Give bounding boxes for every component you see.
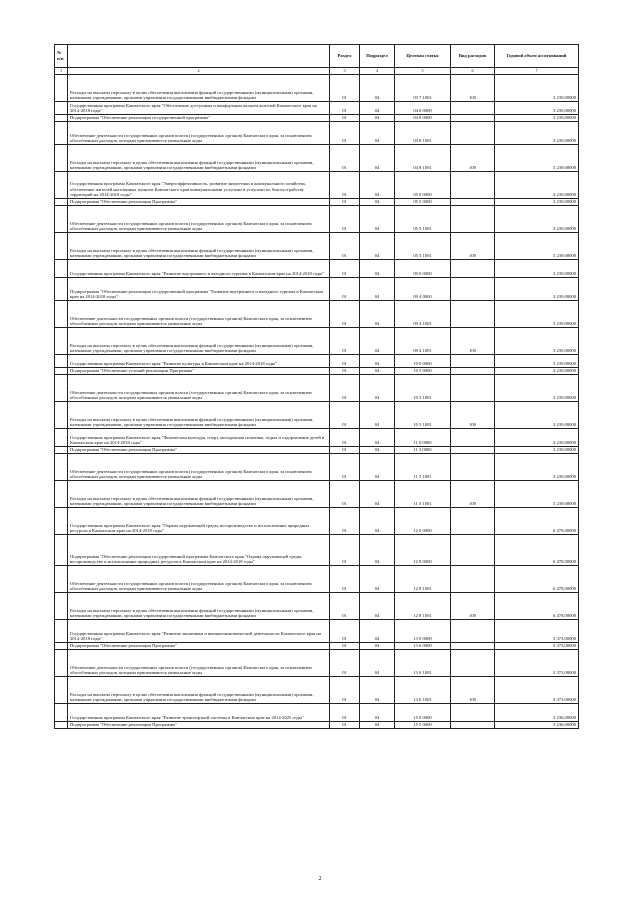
cell-razdel: 01 [330, 481, 360, 508]
cell-number [55, 704, 68, 722]
table-row [55, 508, 579, 535]
header-number: № п/п [55, 45, 68, 68]
cell-razdel: 01 [330, 172, 360, 199]
cell-name: Обеспечение деятельности государственных органов власти (государственных органов) Камчатского края, за исключением обособленных расходов, которым присваиваются уникальные коды [68, 122, 330, 145]
page-number: 2 [318, 876, 322, 882]
cell-amount: 6 478,00000 [495, 535, 579, 566]
column-numbers-row [55, 68, 579, 75]
cell-podrazdel: 04 [360, 172, 395, 199]
cell-number [55, 535, 68, 566]
table-row [55, 447, 579, 454]
cell-podrazdel: 04 [360, 102, 395, 115]
cell-podrazdel: 04 [360, 447, 395, 454]
table-row [55, 233, 579, 260]
table-row [55, 643, 579, 650]
cell-vid [451, 643, 495, 650]
table-row [55, 677, 579, 704]
cell-amount: 3 239,00000 [495, 122, 579, 145]
header-razdel: Раздел [330, 45, 360, 68]
table-row [55, 722, 579, 729]
budget-table [54, 44, 579, 729]
cell-razdel: 01 [330, 704, 360, 722]
column-number: 4 [360, 68, 395, 75]
cell-number [55, 650, 68, 677]
cell-razdel: 01 [330, 535, 360, 566]
cell-vid [451, 454, 495, 481]
cell-name: Расходы на выплаты персоналу в целях обеспечения выполнения функций государственными (муниципальными) органами, казенными учреждениями, органами управления государственными внебюджетными фондами [68, 328, 330, 355]
cell-amount: 3 236,00000 [495, 722, 579, 729]
cell-statya: 13 6 1001 [395, 650, 451, 677]
cell-number [55, 122, 68, 145]
cell-statya: 11 3 0000 [395, 447, 451, 454]
cell-name: Обеспечение деятельности государственных органов власти (государственных органов) Камчатского края, за исключением обособленных расходов, которым присваиваются уникальные коды [68, 566, 330, 593]
cell-number [55, 172, 68, 199]
cell-statya: 13 6 1001 [395, 677, 451, 704]
cell-podrazdel: 04 [360, 722, 395, 729]
cell-vid: 100 [451, 677, 495, 704]
cell-vid [451, 206, 495, 233]
cell-name: Обеспечение деятельности государственных органов власти (государственных органов) Камчатского края, за исключением обособленных расходов, которым присваиваются уникальные коды [68, 454, 330, 481]
cell-name: Подпрограмма "Обеспечение реализации государственной программы" [68, 115, 330, 122]
cell-statya: 05 5 1001 [395, 233, 451, 260]
cell-name: Государственная программа Камчатского края "Обеспечение доступным и комфортным жильем жителей Камчатского края на 2014-2018 годы" [68, 102, 330, 115]
column-number: 6 [451, 68, 495, 75]
header-row [55, 45, 579, 68]
cell-podrazdel: 04 [360, 402, 395, 429]
cell-number [55, 722, 68, 729]
cell-podrazdel: 04 [360, 535, 395, 566]
cell-podrazdel: 04 [360, 301, 395, 328]
cell-number [55, 447, 68, 454]
cell-statya: 12 0 0000 [395, 508, 451, 535]
cell-amount: 6 478,00000 [495, 508, 579, 535]
cell-podrazdel: 04 [360, 328, 395, 355]
cell-number [55, 102, 68, 115]
cell-podrazdel: 04 [360, 355, 395, 368]
column-number: 3 [330, 68, 360, 75]
cell-vid: 100 [451, 402, 495, 429]
cell-amount: 3 239,00000 [495, 402, 579, 429]
cell-vid [451, 115, 495, 122]
cell-razdel: 01 [330, 677, 360, 704]
cell-razdel: 01 [330, 199, 360, 206]
cell-amount: 3 239,00000 [495, 260, 579, 278]
cell-statya: 05 5 0000 [395, 199, 451, 206]
cell-statya: 12 8 0000 [395, 535, 451, 566]
table-row [55, 368, 579, 375]
cell-razdel: 01 [330, 260, 360, 278]
cell-vid [451, 278, 495, 301]
cell-statya: 10 0 0000 [395, 355, 451, 368]
cell-podrazdel: 04 [360, 122, 395, 145]
cell-statya: 04 0 0000 [395, 102, 451, 115]
table-body [55, 75, 579, 729]
table-row [55, 102, 579, 115]
cell-name: Обеспечение деятельности государственных органов власти (государственных органов) Камчатского края, за исключением обособленных расходов, которым присваиваются уникальные коды [68, 375, 330, 402]
cell-vid [451, 704, 495, 722]
cell-podrazdel: 04 [360, 650, 395, 677]
header-statya: Целевая статья [395, 45, 451, 68]
table-row [55, 593, 579, 620]
cell-number [55, 375, 68, 402]
cell-amount: 3 239,00000 [495, 328, 579, 355]
cell-name: Государственная программа Камчатского края "Энергоэффективность, развитие энергетики и коммунального хозяйства, обеспечение жителей населенных пунктов Камчатского края коммунальными услугами и услугами по благоустройству территорий на 2014-2018 годы" [68, 172, 330, 199]
cell-name: Государственная программа Камчатского края "Физическая культура, спорт, молодежная политика, отдых и оздоровление детей в Камчатском крае на 2014-2018 годы" [68, 429, 330, 447]
cell-number [55, 206, 68, 233]
cell-amount: 3 239,00000 [495, 199, 579, 206]
cell-statya: 09 0 0000 [395, 260, 451, 278]
cell-podrazdel: 04 [360, 454, 395, 481]
cell-vid: 100 [451, 593, 495, 620]
cell-podrazdel: 04 [360, 260, 395, 278]
cell-number [55, 677, 68, 704]
cell-statya: 10 5 1001 [395, 402, 451, 429]
cell-razdel: 01 [330, 233, 360, 260]
cell-razdel: 01 [330, 115, 360, 122]
cell-name: Подпрограмма "Обеспечение условий реализации Программы" [68, 368, 330, 375]
cell-name: Обеспечение деятельности государственных органов власти (государственных органов) Камчатского края, за исключением обособленных расходов, которым присваиваются уникальные коды [68, 206, 330, 233]
cell-number [55, 454, 68, 481]
cell-razdel: 01 [330, 566, 360, 593]
column-number: 5 [395, 68, 451, 75]
cell-amount: 3 239,00000 [495, 172, 579, 199]
cell-amount: 3 239,00000 [495, 368, 579, 375]
cell-razdel: 01 [330, 122, 360, 145]
header-name [68, 45, 330, 68]
cell-number [55, 566, 68, 593]
cell-statya: 05 0 0000 [395, 172, 451, 199]
cell-podrazdel: 04 [360, 620, 395, 643]
cell-number [55, 199, 68, 206]
cell-statya: 10 5 1001 [395, 375, 451, 402]
cell-amount: 3 239,00000 [495, 145, 579, 172]
table-row [55, 566, 579, 593]
cell-vid: 100 [451, 75, 495, 102]
table-row [55, 535, 579, 566]
cell-statya: 12 8 1001 [395, 566, 451, 593]
header-amount: Годовой объем ассигнований [495, 45, 579, 68]
table-row [55, 620, 579, 643]
cell-vid [451, 722, 495, 729]
cell-number [55, 620, 68, 643]
cell-razdel: 01 [330, 454, 360, 481]
cell-number [55, 508, 68, 535]
cell-name: Подпрограмма "Обеспечение реализации государственной программы Камчатского края "Охрана окружающей среды, воспроизводство и использование природных ресурсов в Камчатском крае на 2014-2018 годы" [68, 535, 330, 566]
cell-vid [451, 301, 495, 328]
cell-amount: 3 239,00000 [495, 375, 579, 402]
cell-number [55, 429, 68, 447]
cell-statya: 04 8 0000 [395, 115, 451, 122]
cell-statya: 05 5 1001 [395, 206, 451, 233]
table-row [55, 355, 579, 368]
cell-name: Обеспечение деятельности государственных органов власти (государственных органов) Камчатского края, за исключением обособленных расходов, которым присваиваются уникальные коды [68, 301, 330, 328]
cell-podrazdel: 04 [360, 233, 395, 260]
cell-razdel: 01 [330, 722, 360, 729]
table-row [55, 429, 579, 447]
cell-razdel: 01 [330, 368, 360, 375]
cell-number [55, 355, 68, 368]
budget-table-sheet [54, 44, 578, 729]
cell-number [55, 75, 68, 102]
table-row [55, 375, 579, 402]
cell-name: Расходы на выплаты персоналу в целях обеспечения выполнения функций государственными (муниципальными) органами, казенными учреждениями, органами управления государственными внебюджетными фондами [68, 233, 330, 260]
cell-name: Расходы на выплаты персоналу в целях обеспечения выполнения функций государственными (муниципальными) органами, казенными учреждениями, органами управления государственными внебюджетными фондами [68, 481, 330, 508]
cell-statya: 11 3 1001 [395, 481, 451, 508]
cell-vid [451, 368, 495, 375]
cell-vid [451, 429, 495, 447]
cell-podrazdel: 04 [360, 566, 395, 593]
table-row [55, 75, 579, 102]
cell-vid [451, 508, 495, 535]
cell-number [55, 278, 68, 301]
cell-razdel: 01 [330, 355, 360, 368]
cell-name: Государственная программа Камчатского края "Развитие экономики и внешнеэкономической деятельности Камчатского края на 2014-2018 годы" [68, 620, 330, 643]
cell-razdel: 01 [330, 301, 360, 328]
cell-razdel: 01 [330, 593, 360, 620]
cell-podrazdel: 04 [360, 643, 395, 650]
cell-vid [451, 122, 495, 145]
cell-amount: 3 239,00000 [495, 454, 579, 481]
table-row [55, 260, 579, 278]
table-row [55, 122, 579, 145]
cell-podrazdel: 04 [360, 145, 395, 172]
cell-vid: 100 [451, 481, 495, 508]
table-row [55, 206, 579, 233]
cell-name: Государственная программа Камчатского края "Развитие культуры в Камчатском крае на 2014-2018 годы" [68, 355, 330, 368]
cell-vid [451, 199, 495, 206]
cell-name: Подпрограмма "Обеспечение реализации государственной программы "Развитие внутреннего и въездного туризма в Камчатском крае на 2014-2018 годы" [68, 278, 330, 301]
cell-statya: 10 5 0000 [395, 368, 451, 375]
cell-amount: 6 478,00000 [495, 593, 579, 620]
cell-name: Государственная программа Камчатского края "Охрана окружающей среды, воспроизводство и использование природных ресурсов в Камчатском крае на 2014-2018 годы" [68, 508, 330, 535]
cell-number [55, 301, 68, 328]
cell-name: Подпрограмма "Обеспечение реализации Программы" [68, 447, 330, 454]
cell-razdel: 01 [330, 643, 360, 650]
cell-podrazdel: 04 [360, 593, 395, 620]
cell-razdel: 01 [330, 375, 360, 402]
column-number: 1 [55, 68, 68, 75]
cell-amount: 3 239,00000 [495, 115, 579, 122]
cell-vid [451, 375, 495, 402]
cell-razdel: 01 [330, 508, 360, 535]
cell-vid: 100 [451, 328, 495, 355]
cell-number [55, 368, 68, 375]
cell-razdel: 01 [330, 328, 360, 355]
cell-razdel: 01 [330, 75, 360, 102]
cell-vid [451, 172, 495, 199]
cell-vid [451, 355, 495, 368]
cell-name: Обеспечение деятельности государственных органов власти (государственных органов) Камчатского края, за исключением обособленных расходов, которым присваиваются уникальные коды [68, 650, 330, 677]
cell-statya: 09 4 1001 [395, 301, 451, 328]
cell-podrazdel: 04 [360, 206, 395, 233]
cell-podrazdel: 04 [360, 278, 395, 301]
cell-podrazdel: 04 [360, 199, 395, 206]
cell-amount: 3 236,00000 [495, 704, 579, 722]
cell-razdel: 01 [330, 206, 360, 233]
table-row [55, 650, 579, 677]
header-podrazdel: Подраздел [360, 45, 395, 68]
cell-statya: 12 8 1001 [395, 593, 451, 620]
table-row [55, 402, 579, 429]
cell-number [55, 643, 68, 650]
cell-statya: 04 8 1001 [395, 122, 451, 145]
cell-number [55, 481, 68, 508]
cell-razdel: 01 [330, 447, 360, 454]
cell-vid [451, 620, 495, 643]
cell-name: Государственная программа Камчатского края "Развитие транспортной системы в Камчатском крае на 2014-2025 годы" [68, 704, 330, 722]
table-row [55, 145, 579, 172]
cell-name: Подпрограмма "Обеспечение реализации Программы" [68, 199, 330, 206]
cell-amount: 3 239,00000 [495, 278, 579, 301]
cell-statya: 04 8 1001 [395, 145, 451, 172]
cell-statya: 11 0 0000 [395, 429, 451, 447]
cell-name: Государственная программа Камчатского края "Развитие внутреннего и въездного туризма в Камчатском крае на 2014-2018 годы" [68, 260, 330, 278]
cell-vid [451, 447, 495, 454]
cell-vid [451, 566, 495, 593]
cell-statya: 15 0 0000 [395, 704, 451, 722]
cell-number [55, 593, 68, 620]
cell-amount: 6 478,00000 [495, 566, 579, 593]
cell-statya: 11 3 1001 [395, 454, 451, 481]
cell-podrazdel: 04 [360, 75, 395, 102]
cell-podrazdel: 04 [360, 115, 395, 122]
cell-number [55, 145, 68, 172]
table-row [55, 278, 579, 301]
cell-podrazdel: 04 [360, 429, 395, 447]
cell-amount: 3 239,00000 [495, 206, 579, 233]
cell-razdel: 01 [330, 620, 360, 643]
cell-number [55, 233, 68, 260]
cell-razdel: 01 [330, 429, 360, 447]
table-row [55, 115, 579, 122]
cell-vid: 100 [451, 233, 495, 260]
cell-razdel: 01 [330, 650, 360, 677]
cell-amount: 3 239,00000 [495, 75, 579, 102]
cell-podrazdel: 04 [360, 368, 395, 375]
cell-statya: 09 4 1001 [395, 328, 451, 355]
cell-name: Расходы на выплаты персоналу в целях обеспечения выполнения функций государственными (муниципальными) органами, казенными учреждениями, органами управления государственными внебюджетными фондами [68, 145, 330, 172]
cell-amount: 3 373,00000 [495, 643, 579, 650]
table-row [55, 301, 579, 328]
cell-amount: 3 239,00000 [495, 355, 579, 368]
cell-name: Подпрограмма "Обеспечение реализации Программы" [68, 643, 330, 650]
cell-amount: 3 373,00000 [495, 650, 579, 677]
cell-statya: 13 0 0000 [395, 620, 451, 643]
cell-amount: 3 373,00000 [495, 677, 579, 704]
column-number: 7 [495, 68, 579, 75]
cell-podrazdel: 04 [360, 481, 395, 508]
cell-podrazdel: 04 [360, 508, 395, 535]
cell-number [55, 328, 68, 355]
cell-podrazdel: 04 [360, 704, 395, 722]
cell-vid: 100 [451, 145, 495, 172]
cell-number [55, 260, 68, 278]
cell-statya: 03 7 1001 [395, 75, 451, 102]
cell-podrazdel: 04 [360, 375, 395, 402]
cell-vid [451, 102, 495, 115]
cell-number [55, 115, 68, 122]
cell-amount: 3 239,00000 [495, 301, 579, 328]
cell-amount: 3 239,00000 [495, 447, 579, 454]
column-number: 2 [68, 68, 330, 75]
cell-name: Расходы на выплаты персоналу в целях обеспечения выполнения функций государственными (муниципальными) органами, казенными учреждениями, органами управления государственными внебюджетными фондами [68, 75, 330, 102]
cell-razdel: 01 [330, 402, 360, 429]
header-vid: Вид расходов [451, 45, 495, 68]
cell-razdel: 01 [330, 145, 360, 172]
cell-vid [451, 650, 495, 677]
cell-razdel: 01 [330, 102, 360, 115]
cell-statya: 13 6 0000 [395, 643, 451, 650]
table-row [55, 454, 579, 481]
cell-name: Расходы на выплаты персоналу в целях обеспечения выполнения функций государственными (муниципальными) органами, казенными учреждениями, органами управления государственными внебюджетными фондами [68, 593, 330, 620]
cell-vid [451, 260, 495, 278]
cell-number [55, 402, 68, 429]
table-row [55, 199, 579, 206]
cell-amount: 3 373,00000 [495, 620, 579, 643]
cell-amount: 3 239,00000 [495, 481, 579, 508]
cell-podrazdel: 04 [360, 677, 395, 704]
cell-amount: 3 239,00000 [495, 429, 579, 447]
table-row [55, 328, 579, 355]
cell-statya: 09 4 0000 [395, 278, 451, 301]
cell-name: Подпрограмма "Обеспечение реализации Программы" [68, 722, 330, 729]
cell-amount: 3 239,00000 [495, 233, 579, 260]
cell-razdel: 01 [330, 278, 360, 301]
table-row [55, 172, 579, 199]
cell-amount: 3 239,00000 [495, 102, 579, 115]
table-row [55, 481, 579, 508]
cell-name: Расходы на выплаты персоналу в целях обеспечения выполнения функций государственными (муниципальными) органами, казенными учреждениями, органами управления государственными внебюджетными фондами [68, 677, 330, 704]
cell-vid [451, 535, 495, 566]
cell-name: Расходы на выплаты персоналу в целях обеспечения выполнения функций государственными (муниципальными) органами, казенными учреждениями, органами управления государственными внебюджетными фондами [68, 402, 330, 429]
table-row [55, 704, 579, 722]
cell-statya: 15 5 0000 [395, 722, 451, 729]
